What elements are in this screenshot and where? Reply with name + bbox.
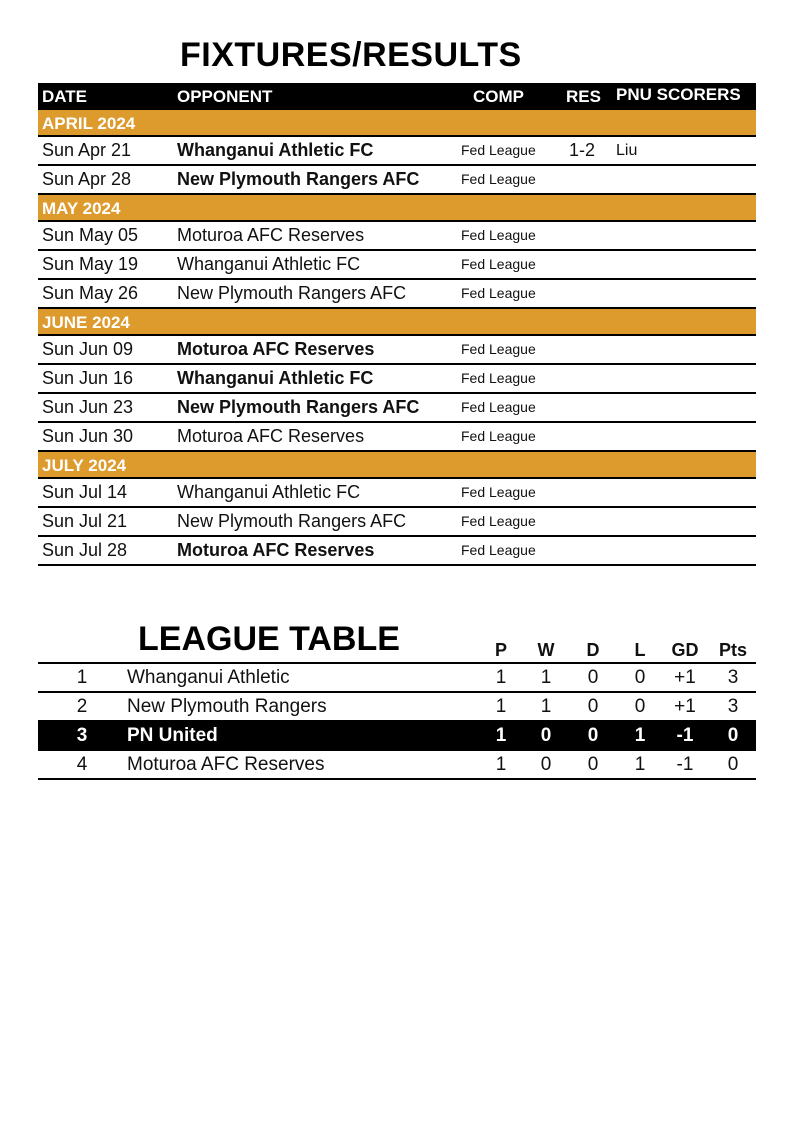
league-title: LEAGUE TABLE [138, 620, 400, 658]
fixture-date: Sun May 19 [42, 254, 139, 274]
league-goal-diff: +1 [674, 696, 696, 717]
fixture-comp: Fed League [461, 484, 536, 500]
fixture-opponent: Moturoa AFC Reserves [177, 540, 375, 560]
fixture-opponent: New Plymouth Rangers AFC [177, 169, 420, 189]
fixture-comp: Fed League [461, 428, 536, 444]
league-lost: 1 [634, 725, 646, 746]
fixture-date: Sun Jul 21 [42, 511, 128, 531]
fixture-date: Sun Apr 28 [42, 169, 132, 189]
fixture-comp: Fed League [461, 171, 536, 187]
league-drawn: 0 [587, 667, 599, 688]
month-header: JUNE 2024 [38, 309, 756, 336]
league-played: 1 [495, 754, 507, 775]
fixture-opponent: Whanganui Athletic FC [177, 140, 374, 160]
fixture-result: 1-2 [569, 140, 596, 160]
header-date: DATE [42, 87, 88, 106]
header-w: W [537, 640, 555, 660]
fixture-comp: Fed League [461, 341, 536, 357]
fixture-opponent: New Plymouth Rangers AFC [177, 283, 407, 303]
league-drawn: 0 [587, 754, 599, 775]
league-goal-diff: -1 [676, 754, 694, 775]
fixtures-header [38, 83, 756, 110]
fixture-date: Sun May 05 [42, 225, 139, 245]
fixture-row [38, 336, 756, 365]
fixture-date: Sun Jun 30 [42, 426, 134, 446]
league-lost: 1 [634, 754, 646, 775]
header-p: P [494, 640, 507, 660]
header-comp: COMP [473, 87, 524, 106]
header-l: L [634, 640, 646, 660]
fixture-row [38, 280, 756, 309]
league-team: Moturoa AFC Reserves [127, 754, 325, 775]
fixture-date: Sun Jun 23 [42, 397, 134, 417]
league-team: New Plymouth Rangers [127, 696, 327, 717]
league-won: 1 [540, 667, 552, 688]
league-position: 3 [76, 725, 88, 746]
league-drawn: 0 [587, 696, 599, 717]
month-header: MAY 2024 [38, 195, 756, 222]
league-won: 1 [540, 696, 552, 717]
fixture-comp: Fed League [461, 370, 536, 386]
fixture-opponent: Whanganui Athletic FC [177, 368, 374, 388]
league-played: 1 [495, 667, 507, 688]
fixture-date: Sun Apr 21 [42, 140, 132, 160]
fixtures-table [38, 83, 756, 566]
header-pts: Pts [718, 640, 747, 660]
fixture-row [38, 423, 756, 452]
league-played: 1 [495, 696, 507, 717]
league-points: 0 [727, 754, 739, 775]
month-header: JULY 2024 [38, 452, 756, 479]
fixture-row [38, 479, 756, 508]
league-row [38, 722, 756, 751]
header-gd: GD [671, 640, 699, 660]
fixture-comp: Fed League [461, 227, 536, 243]
fixture-row [38, 251, 756, 280]
league-row [38, 693, 756, 722]
league-played: 1 [495, 725, 507, 746]
fixture-row [38, 508, 756, 537]
fixture-opponent: New Plymouth Rangers AFC [177, 397, 420, 417]
league-header [38, 640, 756, 664]
fixture-opponent: Whanganui Athletic FC [177, 482, 361, 502]
league-team: Whanganui Athletic [127, 667, 290, 688]
league-drawn: 0 [587, 725, 599, 746]
league-points: 3 [727, 667, 739, 688]
fixture-scorers: Liu [616, 142, 638, 159]
league-position: 4 [76, 754, 88, 775]
fixture-opponent: Moturoa AFC Reserves [177, 426, 365, 446]
league-team: PN United [127, 725, 218, 746]
fixture-date: Sun Jun 16 [42, 368, 134, 388]
fixture-row [38, 394, 756, 423]
fixture-comp: Fed League [461, 142, 536, 158]
league-row [38, 751, 756, 780]
league-lost: 0 [634, 696, 646, 717]
fixture-opponent: New Plymouth Rangers AFC [177, 511, 407, 531]
fixture-date: Sun Jul 28 [42, 540, 128, 560]
fixture-row [38, 166, 756, 195]
fixtures-title: FIXTURES/RESULTS [180, 36, 522, 74]
fixture-opponent: Moturoa AFC Reserves [177, 339, 375, 359]
fixture-date: Sun May 26 [42, 283, 139, 303]
fixture-opponent: Whanganui Athletic FC [177, 254, 361, 274]
league-lost: 0 [634, 667, 646, 688]
league-won: 0 [540, 725, 552, 746]
header-opponent: OPPONENT [177, 87, 273, 106]
header-res: RES [566, 87, 601, 106]
fixture-comp: Fed League [461, 285, 536, 301]
month-header: APRIL 2024 [38, 110, 756, 137]
fixture-comp: Fed League [461, 256, 536, 272]
league-position: 1 [76, 667, 88, 688]
header-d: D [586, 640, 600, 660]
fixture-row [38, 537, 756, 566]
league-won: 0 [540, 754, 552, 775]
fixture-comp: Fed League [461, 399, 536, 415]
fixture-date: Sun Jul 14 [42, 482, 128, 502]
league-points: 0 [727, 725, 739, 746]
fixture-comp: Fed League [461, 542, 536, 558]
header-scorers: PNU SCORERS [616, 85, 741, 104]
league-position: 2 [76, 696, 88, 717]
fixture-comp: Fed League [461, 513, 536, 529]
fixture-row [38, 365, 756, 394]
league-points: 3 [727, 696, 739, 717]
fixture-row [38, 222, 756, 251]
fixture-date: Sun Jun 09 [42, 339, 134, 359]
league-row [38, 664, 756, 693]
league-goal-diff: +1 [674, 667, 696, 688]
fixture-row [38, 137, 756, 166]
league-goal-diff: -1 [676, 725, 694, 746]
fixture-opponent: Moturoa AFC Reserves [177, 225, 365, 245]
league-table [38, 640, 756, 780]
